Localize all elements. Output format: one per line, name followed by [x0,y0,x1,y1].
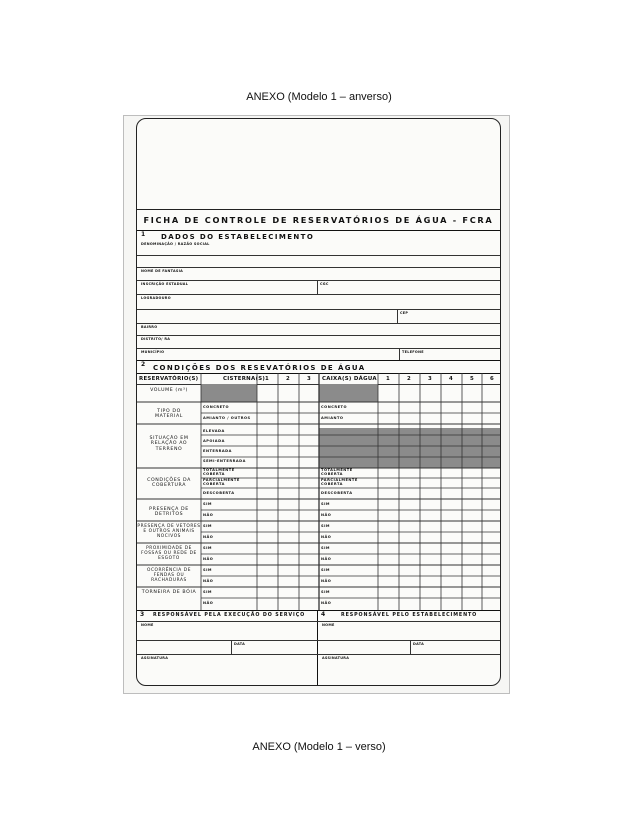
caixa-detritos-nao: NÃO [321,513,332,517]
row-volume-label: VOLUME (m³) [150,388,188,393]
row-fossas-label: PROXIMIDADE DE FOSSAS OU REDE DE ESGOTO [141,546,197,561]
caixa-col-2: 2 [407,376,412,382]
cisterna-vetores-nao: NÃO [203,535,214,539]
row-torneira-label: TORNEIRA DE BÓIA [141,590,197,595]
caixa-fossas-nao: NÃO [321,557,332,561]
cisterna-situacao-semi: SEMI-ENTERRADA [203,459,246,463]
caixa-cobertura-total: TOTALMENTE COBERTA [321,468,353,476]
row-condicoes-label: CONDIÇÕES DA COBERTURA [147,478,191,489]
cisterna-tipo-amianto: AMIANTO / OUTROS [203,416,251,420]
caixa-detritos-sim: SIM [321,502,331,506]
cisterna-torneira-sim: SIM [203,590,213,594]
header-reservatorios: RESERVATÓRIO(S) [139,376,199,382]
cisterna-situacao-elevada: ELEVADA [203,429,225,433]
cisterna-cobertura-descoberta: DESCOBERTA [203,491,235,495]
caixa-fendas-sim: SIM [321,568,331,572]
row-detritos-label: PRESENÇA DE DETRITOS [149,507,189,518]
fcra-form-card [136,118,501,686]
caixa-col-3: 3 [428,376,433,382]
row-tipo-label: TIPO DO MATERIAL [155,409,183,420]
caixa-fendas-nao: NÃO [321,579,332,583]
cisterna-detritos-nao: NÃO [203,513,214,517]
caixa-torneira-sim: SIM [321,590,331,594]
field-bairro-label: BAIRRO [141,325,158,329]
field-inscricao-label: INSCRIÇÃO ESTADUAL [141,282,189,286]
caixa-tipo-amianto: AMIANTO [321,416,344,420]
cisterna-tipo-concreto: CONCRETO [203,405,230,409]
section-2-heading: CONDIÇÕES DOS RESEVATÓRIOS DE ÁGUA [153,364,366,372]
field-logradouro-label: LOGRADOURO [141,296,171,300]
field-fantasia-label: NOME DE FANTASIA [141,269,184,273]
caixa-tipo-concreto: CONCRETO [321,405,348,409]
section-1-number: 1 [141,231,146,238]
cisterna-vetores-sim: SIM [203,524,213,528]
caixa-col-5: 5 [470,376,475,382]
section-2-number: 2 [141,361,146,368]
form-title: FICHA DE CONTROLE DE RESERVATÓRIOS DE ÁGUA - FCRA [143,215,494,225]
field-distrito-label: DISTRITO/ RA [141,337,171,341]
caixa-col-6: 6 [490,376,495,382]
caption-verso: ANEXO (Modelo 1 – verso) [252,741,386,753]
row-vetores-label: PRESENÇA DE VETORES E OUTROS ANIMAIS NOCIVOS [137,524,201,539]
caixa-col-1: 1 [386,376,391,382]
caixa-vetores-sim: SIM [321,524,331,528]
cisterna-cobertura-total: TOTALMENTE COBERTA [203,468,235,476]
field-cep-label: CEP [400,311,409,315]
section-3-nome-label: NOME [141,623,154,627]
cisterna-torneira-nao: NÃO [203,601,214,605]
caixa-vetores-nao: NÃO [321,535,332,539]
fcra-form [137,209,500,686]
cisterna-col-2: 2 [286,376,291,382]
row-situacao-label: SITUAÇÃO EM RELAÇÃO AO TERRENO [149,436,189,452]
cisterna-fossas-nao: NÃO [203,557,214,561]
header-cisterna: CISTERNA(S) [223,376,266,382]
field-denominacao-label: DENOMINAÇÃO / RAZÃO SOCIAL [141,242,210,246]
caixa-torneira-nao: NÃO [321,601,332,605]
section-4-number: 4 [321,611,326,618]
section-3-data-label: DATA [234,642,246,646]
section-4-nome-label: NOME [322,623,335,627]
field-municipio-label: MUNICÍPIO [141,350,165,354]
section-3-heading: RESPONSÁVEL PELA EXECUÇÃO DO SERVIÇO [153,613,306,618]
caixa-cobertura-parcial: PARCIALMENTE COBERTA [321,478,358,486]
cisterna-fendas-nao: NÃO [203,579,214,583]
section-4-assinatura-label: ASSINATURA [322,656,350,660]
field-telefone-label: TELEFONE [402,350,424,354]
cisterna-detritos-sim: SIM [203,502,213,506]
field-cgc-label: CGC [320,282,329,286]
caixa-col-4: 4 [449,376,454,382]
section-3-number: 3 [140,611,145,618]
cisterna-col-1: 1 [265,376,270,382]
caption-anverso: ANEXO (Modelo 1 – anverso) [246,91,392,103]
cisterna-fossas-sim: SIM [203,546,213,550]
cisterna-situacao-enterrada: ENTERRADA [203,449,232,453]
cisterna-cobertura-parcial: PARCIALMENTE COBERTA [203,478,240,486]
cisterna-situacao-apoiada: APOIADA [203,439,225,443]
caixa-cobertura-descoberta: DESCOBERTA [321,491,353,495]
caixa-fossas-sim: SIM [321,546,331,550]
section-4-data-label: DATA [413,642,425,646]
cisterna-col-3: 3 [307,376,312,382]
section-4-heading: RESPONSÁVEL PELO ESTABELECIMENTO [341,613,478,618]
section-1-heading: DADOS DO ESTABELECIMENTO [161,233,315,241]
cisterna-fendas-sim: SIM [203,568,213,572]
row-fendas-label: OCORRÊNCIA DE FENDAS OU RACHADURAS [146,568,192,583]
section-3-assinatura-label: ASSINATURA [141,656,169,660]
header-caixa: CAIXA(S) DÁGUA [322,376,377,382]
